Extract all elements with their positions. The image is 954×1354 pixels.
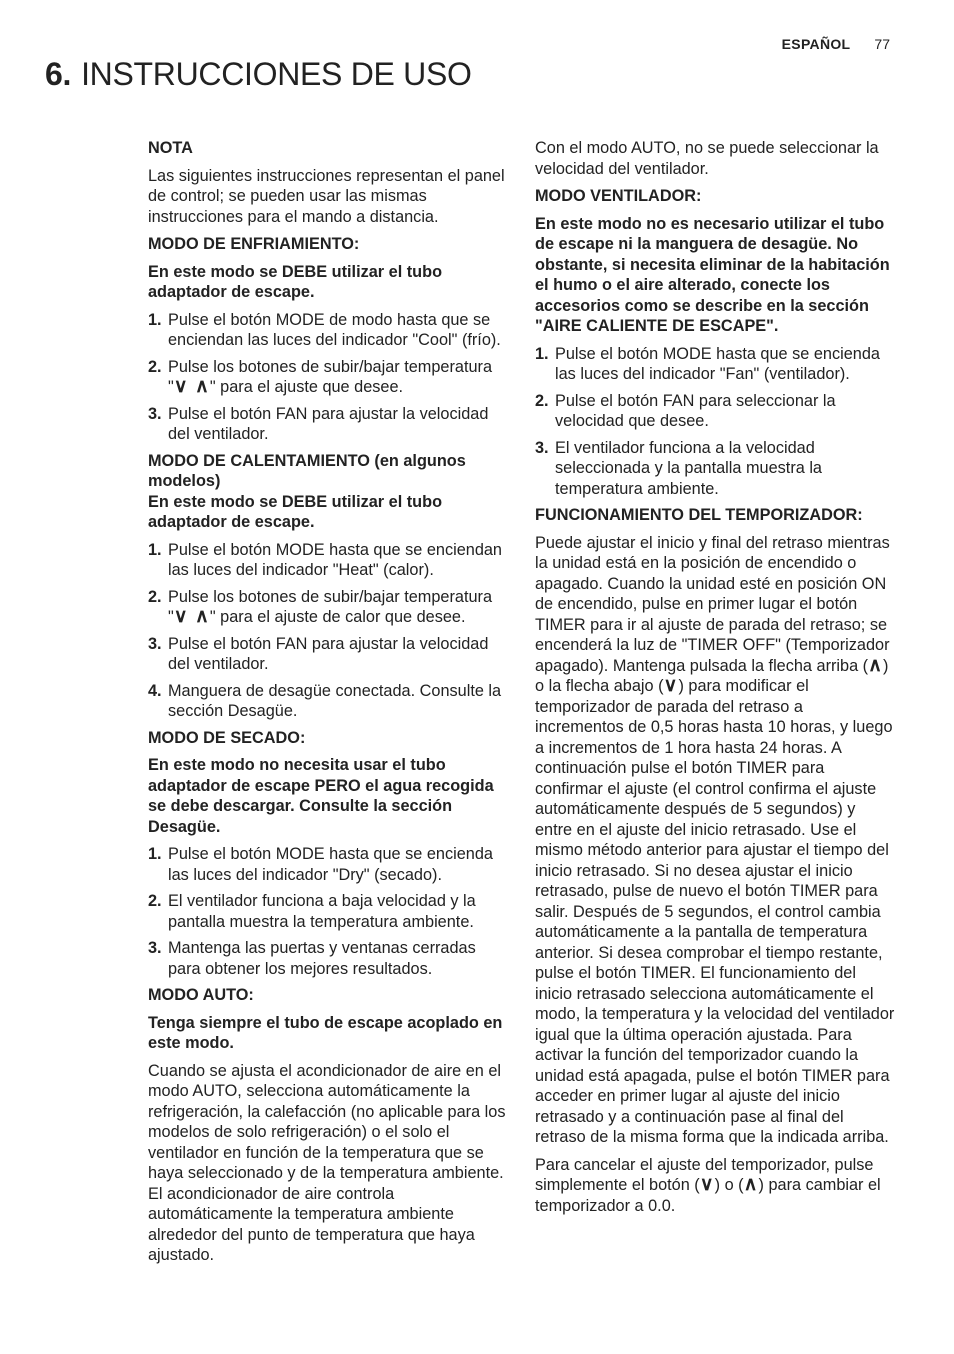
timer-text (535, 533, 895, 1148)
auto-text: Cuando se ajusta el acondicionador de aire en el modo AUTO, selecciona automáticamente la refrigeración, la calefacción (no aplicable para los modelos de solo refrigeración) o el solo el ventilador en función de la temperatura que se haya seleccionado y de la temperatura ambiente. El acondicionador de aire controla automáticamente la temperatura ambiente alrededor del punto de temperatura que haya ajustado. (148, 1061, 506, 1264)
step-number: 1. (148, 310, 162, 329)
list-item (148, 357, 506, 398)
step-text: Pulse el botón FAN para seleccionar la velocidad que desee. (555, 391, 836, 430)
timer-text-part: ) para modificar el temporizador de parada del retraso a incrementos de 0,5 horas hasta 10 horas, y luego a incrementos de 1 hora hasta 24 horas. A continuación pulse el botón TIMER para confirmar el ajuste (el control confirma el ajuste automáticamente después de 5 segundos) y entre en el ajuste del inicio retrasado. Use el mismo método anterior para ajustar el tiempo del inicio retrasado. Si no desea ajustar el inicio retrasado, pulse de nuevo el botón TIMER para salir. Después de 5 segundos, el control cambia automáticamente a la pantalla de temperatura anterior. Si desea comprobar el tiempo restante, pulse el botón TIMER. El funcionamiento del inicio retrasado selecciona automáticamente el modo, la temperatura y la velocidad del ventilador igual que la última operación ajustada. Para activar la función del temporizador cuando la unidad está apagada, pulse el botón TIMER para acceder en primer lugar al ajuste del inicio retrasado y a continuación pase al final del retraso de la misma forma que la indicada arriba. (535, 677, 895, 1146)
step-number: 3. (148, 939, 162, 957)
fan-steps (535, 344, 895, 500)
arrow-up-icon: ∧ (743, 1174, 759, 1195)
left-column (148, 138, 506, 1273)
timer-text-part: Para cancelar el ajuste del temporizador, pulse simplemente el botón ( (535, 1155, 874, 1194)
right-column (535, 138, 895, 1223)
timer-text-part: ) o la flecha abajo ( (535, 656, 889, 695)
arrow-up-icon: ∧ (868, 654, 884, 676)
section-number: 6. (45, 56, 72, 92)
cooling-heading: MODO DE ENFRIAMIENTO: (148, 235, 360, 253)
auto-note: Con el modo AUTO, no se puede seleccionar la velocidad del ventilador. (535, 139, 879, 178)
step-number: 3. (148, 404, 162, 423)
step-text: Manguera de desagüe conectada. Consulte la sección Desagüe. (168, 681, 502, 720)
step-text: El ventilador funciona a la velocidad seleccionada y la pantalla muestra la temperatura ambiente. (555, 438, 822, 498)
step-number: 1. (148, 540, 162, 559)
auto-bold: Tenga siempre el tubo de escape acoplado en este modo. (148, 1013, 503, 1052)
step-text: Mantenga las puertas y ventanas cerradas para obtener los mejores resultados. (168, 939, 476, 978)
list-item (148, 844, 506, 885)
step-number: 1. (535, 344, 549, 363)
list-item (148, 587, 506, 628)
fan-heading: MODO VENTILADOR: (535, 187, 702, 205)
list-item (148, 938, 506, 979)
step-text: " para el ajuste de calor que desee. (209, 608, 466, 626)
step-text: Pulse el botón MODE de modo hasta que se enciendan las luces del indicador "Cool" (frío). (168, 310, 501, 349)
timer-cancel-text (535, 1155, 895, 1217)
list-item (148, 891, 506, 932)
list-item (535, 391, 895, 432)
fan-bold: En este modo no es necesario utilizar el tubo de escape ni la manguera de desagüe. No obstante, si necesita eliminar de la habitación el humo o el aire alterado, conecte los accesorios como se describe en la sección "AIRE CALIENTE DE ESCAPE". (535, 214, 890, 335)
heating-bold: En este modo se DEBE utilizar el tubo adaptador de escape. (148, 492, 443, 531)
arrow-down-icon: ∨ (663, 675, 679, 696)
arrow-down-icon: ∨ (699, 1174, 715, 1195)
heating-heading: MODO DE CALENTAMIENTO (en algunos modelos) (148, 451, 466, 490)
list-item (148, 681, 506, 722)
step-text: " para el ajuste que desee. (209, 378, 404, 396)
timer-text-part: ) o ( (714, 1176, 744, 1194)
step-number: 2. (148, 357, 162, 376)
drying-steps (148, 844, 506, 979)
step-text: El ventilador funciona a baja velocidad y la pantalla muestra la temperatura ambiente. (168, 892, 476, 931)
step-number: 3. (535, 438, 549, 457)
list-item (535, 344, 895, 385)
note-heading: NOTA (148, 139, 193, 157)
step-text: Pulse el botón FAN para ajustar la velocidad del ventilador. (168, 634, 489, 673)
step-number: 3. (148, 634, 162, 653)
page-title (45, 56, 472, 93)
step-text: Pulse el botón MODE hasta que se encienda las luces del indicador "Dry" (secado). (168, 845, 493, 884)
step-number: 2. (148, 587, 162, 606)
timer-heading: FUNCIONAMIENTO DEL TEMPORIZADOR: (535, 506, 863, 524)
down-up-arrows-icon: ∨ ∧ (173, 606, 210, 627)
list-item (535, 438, 895, 500)
drying-heading: MODO DE SECADO: (148, 728, 306, 747)
down-up-arrows-icon: ∨ ∧ (173, 376, 210, 397)
step-number: 2. (535, 391, 549, 410)
header-language: ESPAÑOL (781, 36, 851, 52)
list-item (148, 634, 506, 675)
timer-text-part: Puede ajustar el inicio y final del retraso mientras la unidad está en la posición de encendido o apagado. Cuando la unidad esté en posición ON de encendido, pulse en primer lugar el botón TIMER para ir al ajuste de parada del retraso; se encenderá la luz de "TIMER OFF" (Temporizador apagado). Mantenga pulsada la flecha arriba ( (535, 533, 890, 675)
page-header (782, 36, 890, 52)
auto-heading: MODO AUTO: (148, 986, 254, 1004)
list-item (148, 404, 506, 445)
heating-steps (148, 540, 506, 722)
step-number: 1. (148, 845, 162, 863)
step-number: 4. (148, 681, 162, 700)
drying-bold: En este modo no necesita usar el tubo adaptador de escape PERO el agua recogida se debe descargar. Consulte la sección Desagüe. (148, 756, 494, 836)
step-text: Pulse los botones de subir/bajar temperatura " (168, 587, 493, 626)
list-item (148, 310, 506, 351)
section-title: INSTRUCCIONES DE USO (81, 56, 472, 92)
timer-text-part: ) para cambiar el temporizador a 0.0. (535, 1176, 881, 1215)
step-text: Pulse los botones de subir/bajar temperatura " (168, 357, 493, 396)
cooling-bold: En este modo se DEBE utilizar el tubo adaptador de escape. (148, 262, 443, 301)
step-text: Pulse el botón MODE hasta que se encienda las luces del indicador "Fan" (ventilador). (555, 344, 880, 383)
step-text: Pulse el botón FAN para ajustar la velocidad del ventilador. (168, 404, 489, 443)
cooling-steps (148, 310, 506, 445)
note-text: Las siguientes instrucciones representan el panel de control; se pueden usar las mismas instrucciones para el mando a distancia. (148, 166, 505, 226)
page-number: 77 (874, 36, 890, 52)
step-text: Pulse el botón MODE hasta que se enciendan las luces del indicador "Heat" (calor). (168, 540, 502, 579)
list-item (148, 540, 506, 581)
step-number: 2. (148, 892, 162, 910)
